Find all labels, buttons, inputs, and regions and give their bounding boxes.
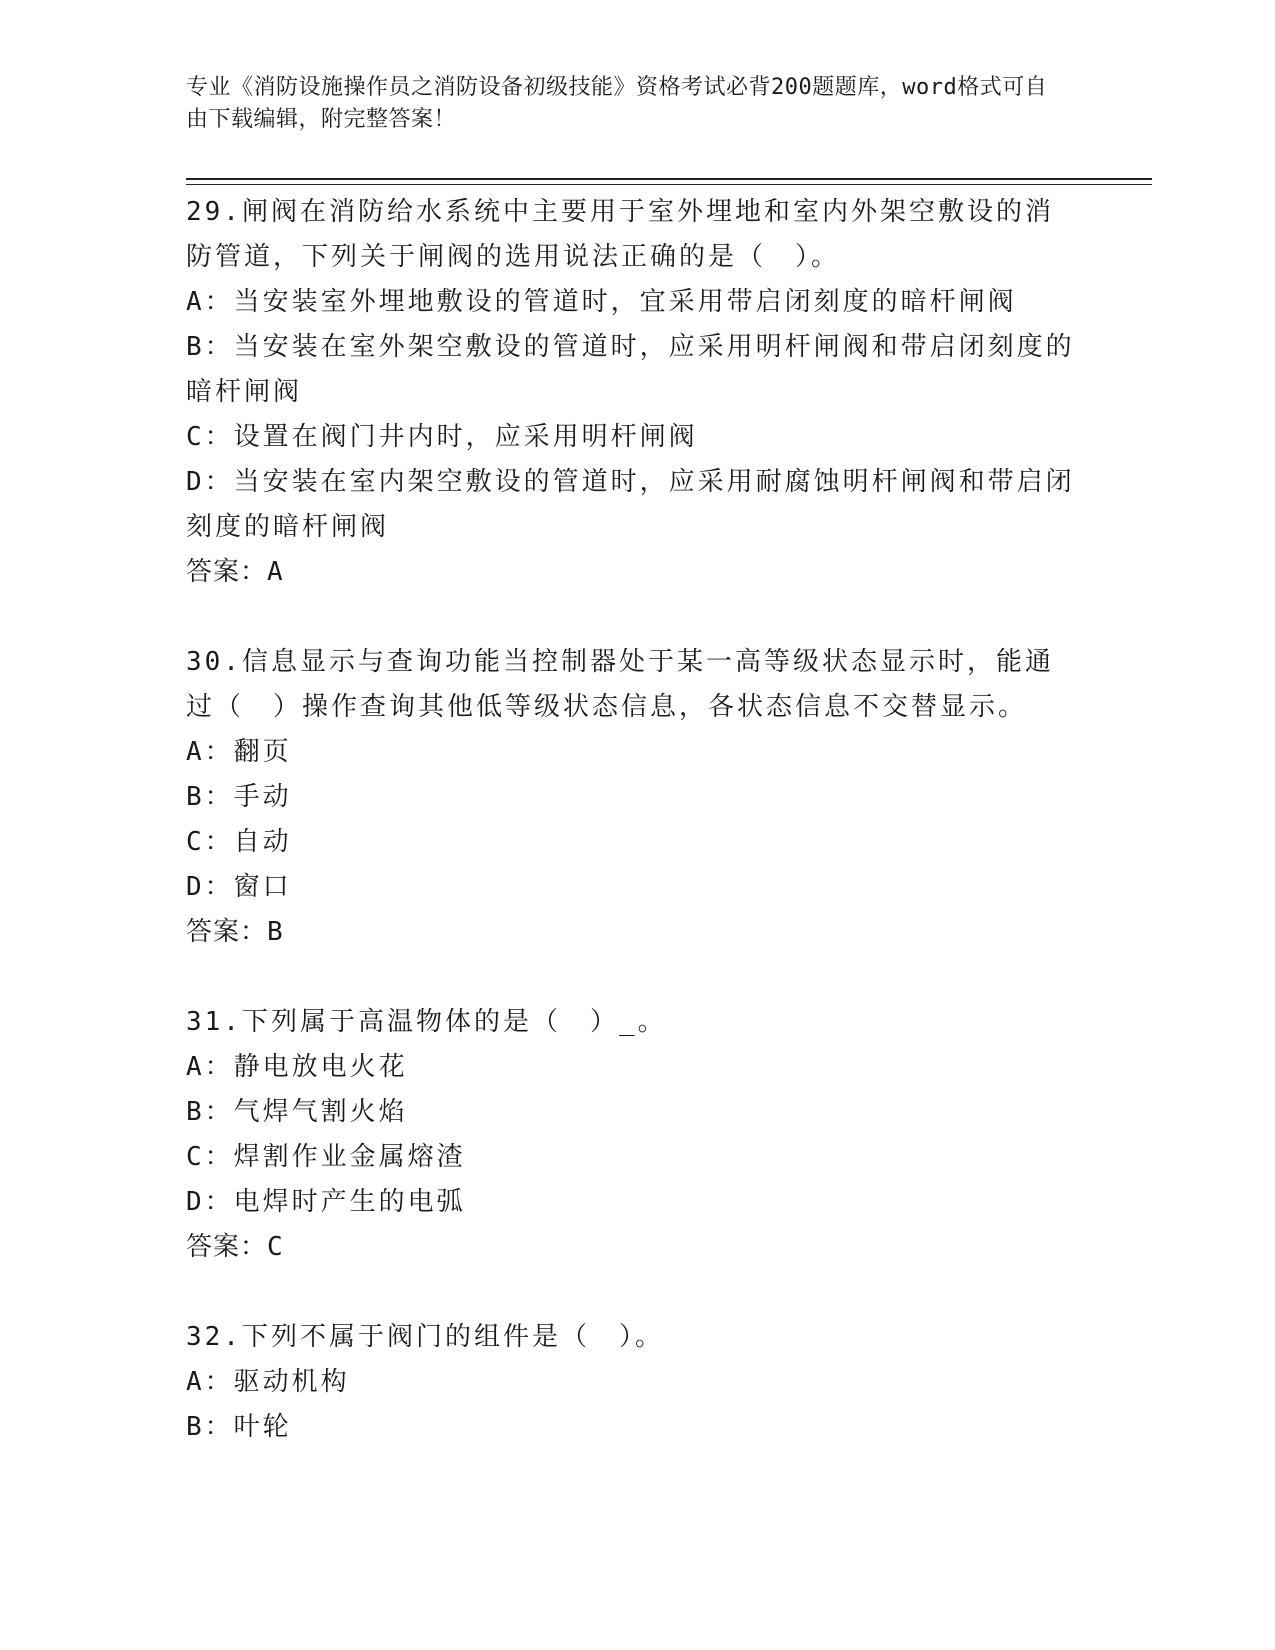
option-a: A：静电放电火花 xyxy=(186,1052,408,1082)
option-c: C：设置在阀门井内时，应采用明杆闸阀 xyxy=(186,422,698,452)
question-stem: 32.下列不属于阀门的组件是（ ）。 xyxy=(186,1322,664,1352)
option-b: B：手动 xyxy=(186,782,292,812)
option-a: A：驱动机构 xyxy=(186,1367,350,1397)
answer-line: 答案：A xyxy=(186,557,284,587)
answer-line: 答案：B xyxy=(186,917,284,947)
option-a: A：翻页 xyxy=(186,737,292,767)
question-29 xyxy=(186,190,1076,595)
option-a: A：当安装室外埋地敷设的管道时，宜采用带启闭刻度的暗杆闸阀 xyxy=(186,287,1017,317)
option-b: B：叶轮 xyxy=(186,1412,292,1442)
header-divider xyxy=(186,178,1152,185)
question-list xyxy=(186,190,1076,1450)
option-b: B：气焊气割火焰 xyxy=(186,1097,408,1127)
option-d: D：电焊时产生的电弧 xyxy=(186,1187,466,1217)
option-b: B：当安装在室外架空敷设的管道时，应采用明杆闸阀和带启闭刻度的暗杆闸阀 xyxy=(186,332,1075,407)
option-c: C：自动 xyxy=(186,827,292,857)
question-stem: 30.信息显示与查询功能当控制器处于某一高等级状态显示时，能通过（ ）操作查询其他低等级状态信息，各状态信息不交替显示。 xyxy=(186,647,1054,722)
option-c: C：焊割作业金属熔渣 xyxy=(186,1142,466,1172)
document-header: 专业《消防设施操作员之消防设备初级技能》资格考试必背200题题库，word格式可自由下载编辑，附完整答案！ xyxy=(186,75,1048,132)
question-31 xyxy=(186,1000,1076,1270)
question-32 xyxy=(186,1315,1076,1450)
option-d: D：窗口 xyxy=(186,872,292,902)
question-stem: 29.闸阀在消防给水系统中主要用于室外埋地和室内外架空敷设的消防管道，下列关于闸阀的选用说法正确的是（ ）。 xyxy=(186,197,1054,272)
question-30 xyxy=(186,640,1076,955)
question-stem: 31.下列属于高温物体的是（ ）_。 xyxy=(186,1007,667,1037)
option-d: D：当安装在室内架空敷设的管道时，应采用耐腐蚀明杆闸阀和带启闭刻度的暗杆闸阀 xyxy=(186,467,1075,542)
answer-line: 答案：C xyxy=(186,1232,284,1262)
